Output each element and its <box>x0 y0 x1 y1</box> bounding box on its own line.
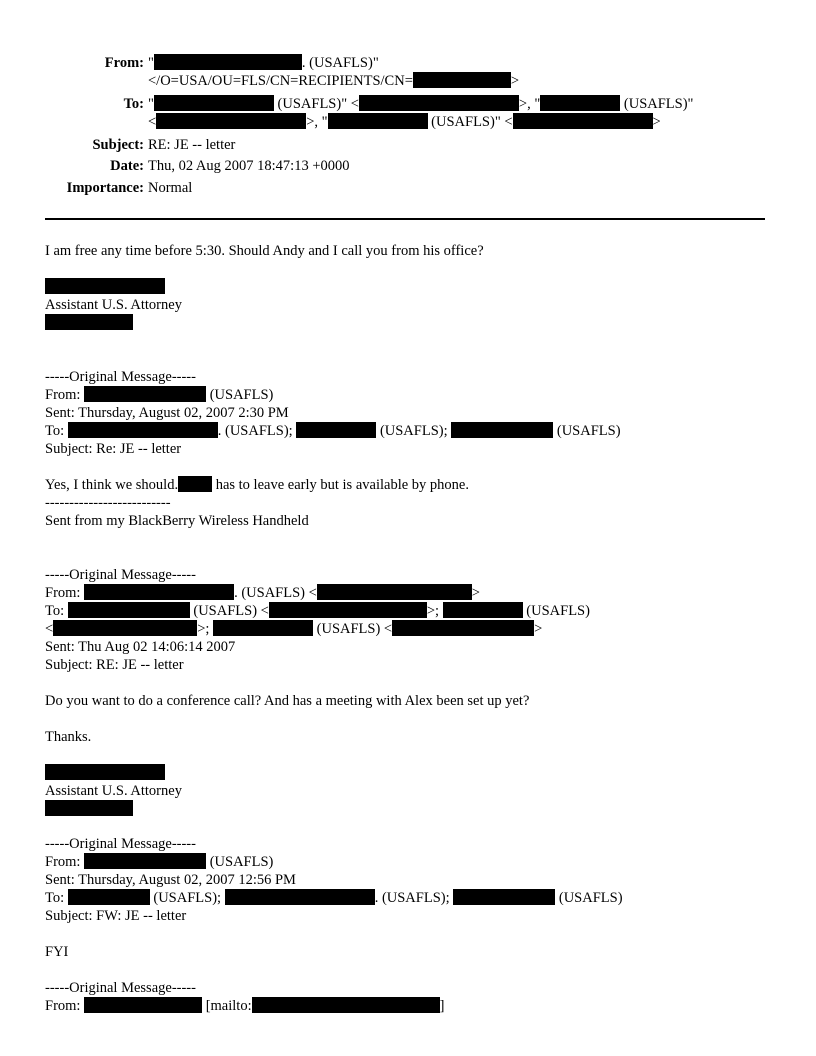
redaction-bar <box>392 620 534 636</box>
to-prefix: To: <box>45 603 68 619</box>
to-org-3: (USAFLS)" < <box>427 114 513 130</box>
redaction-bar <box>68 422 218 438</box>
importance-value: Normal <box>148 180 193 196</box>
redaction-bar <box>84 853 206 869</box>
from-prefix: From: <box>45 387 85 403</box>
to-open: < <box>45 621 54 637</box>
to-org-1: (USAFLS) < <box>189 603 269 619</box>
orig3-sent: Sent: Thursday, August 02, 2007 12:56 PM <box>45 872 296 888</box>
from-dn-close: > <box>510 73 520 89</box>
signature-title: Assistant U.S. Attorney <box>45 297 182 313</box>
orig3-subject: Subject: FW: JE -- letter <box>45 908 187 924</box>
to-org-2: (USAFLS) <box>522 603 590 619</box>
to-open: < <box>148 114 157 130</box>
redaction-bar <box>359 95 519 111</box>
to-close: > <box>652 114 661 130</box>
orig1-sent: Sent: Thursday, August 02, 2007 2:30 PM <box>45 405 289 421</box>
to-line-2 <box>148 113 661 131</box>
redaction-bar <box>45 278 165 294</box>
redaction-bar <box>213 620 313 636</box>
orig1-to <box>45 422 621 440</box>
redaction-bar <box>53 620 197 636</box>
to-close: > <box>534 621 543 637</box>
orig1-sent-from: Sent from my BlackBerry Wireless Handheld <box>45 513 309 529</box>
to-org-2: (USAFLS); <box>376 423 452 439</box>
orig2-subject: Subject: RE: JE -- letter <box>45 657 184 673</box>
orig4-from <box>45 997 444 1015</box>
orig1-body <box>45 476 469 494</box>
redaction-bar <box>269 602 427 618</box>
to-label: To: <box>123 96 144 112</box>
from-quote: " <box>148 55 154 71</box>
orig2-from <box>45 584 480 602</box>
mailto-prefix: [mailto: <box>202 998 252 1014</box>
from-close: > <box>471 585 480 601</box>
from-prefix: From: <box>45 854 85 870</box>
redaction-bar <box>84 386 206 402</box>
signature-title: Assistant U.S. Attorney <box>45 783 182 799</box>
body-text: Yes, I think we should. <box>45 477 179 493</box>
to-org-2: . (USAFLS); <box>374 890 454 906</box>
orig2-thanks: Thanks. <box>45 729 92 745</box>
from-org: (USAFLS) <box>206 387 274 403</box>
to-sep: >; <box>426 603 443 619</box>
from-dn: </O=USA/OU=FLS/CN=RECIPIENTS/CN= <box>148 73 413 89</box>
date-value: Thu, 02 Aug 2007 18:47:13 +0000 <box>148 158 350 174</box>
redaction-bar <box>296 422 376 438</box>
from-prefix: From: <box>45 998 85 1014</box>
redaction-bar <box>156 113 306 129</box>
orig1-from <box>45 386 273 404</box>
to-line-1 <box>148 95 693 113</box>
to-org-3: (USAFLS) <box>555 890 623 906</box>
orig2-to <box>45 602 590 620</box>
to-quote: " <box>148 96 154 112</box>
redaction-bar <box>328 113 428 129</box>
from-line-2 <box>148 72 519 90</box>
redaction-bar <box>84 997 202 1013</box>
redaction-bar <box>453 889 555 905</box>
subject-label: Subject: <box>92 137 144 153</box>
redaction-bar <box>451 422 553 438</box>
to-org-2: (USAFLS)" <box>620 96 694 112</box>
orig3-body: FYI <box>45 944 69 960</box>
reply-text: I am free any time before 5:30. Should Andy and I call you from his office? <box>45 243 484 259</box>
date-label: Date: <box>110 158 144 174</box>
redaction-bar <box>443 602 523 618</box>
orig3-from <box>45 853 273 871</box>
to-org-3: (USAFLS) < <box>313 621 393 637</box>
redaction-bar <box>513 113 653 129</box>
orig2-sent: Sent: Thu Aug 02 14:06:14 2007 <box>45 639 236 655</box>
from-org: . (USAFLS) < <box>234 585 317 601</box>
to-sep: >; <box>197 621 214 637</box>
subject-value: RE: JE -- letter <box>148 137 236 153</box>
body-text: has to leave early but is available by phone. <box>212 477 469 493</box>
redaction-bar <box>178 476 212 492</box>
to-org-1: . (USAFLS); <box>217 423 297 439</box>
from-prefix: From: <box>45 585 85 601</box>
redaction-bar <box>317 584 472 600</box>
redaction-bar <box>45 314 133 330</box>
to-sep-2: >, " <box>306 114 328 130</box>
header-divider <box>45 218 765 220</box>
original-message-divider: -----Original Message----- <box>45 369 196 385</box>
orig3-to <box>45 889 623 907</box>
to-org-3: (USAFLS) <box>553 423 621 439</box>
to-org-1: (USAFLS)" < <box>273 96 359 112</box>
to-org-1: (USAFLS); <box>149 890 225 906</box>
original-message-divider: -----Original Message----- <box>45 567 196 583</box>
redaction-bar <box>225 889 375 905</box>
to-prefix: To: <box>45 423 68 439</box>
to-prefix: To: <box>45 890 68 906</box>
to-sep-1: >, " <box>518 96 541 112</box>
redaction-bar <box>413 72 511 88</box>
from-label: From: <box>104 55 144 71</box>
redaction-bar <box>154 95 274 111</box>
redaction-bar <box>45 764 165 780</box>
from-org: . (USAFLS)" <box>301 55 379 71</box>
redaction-bar <box>252 997 440 1013</box>
redaction-bar <box>84 584 234 600</box>
redaction-bar <box>540 95 620 111</box>
redaction-bar <box>68 602 190 618</box>
from-line-1 <box>148 54 379 72</box>
from-org: (USAFLS) <box>206 854 274 870</box>
importance-label: Importance: <box>66 180 144 196</box>
redaction-bar <box>154 54 302 70</box>
original-message-divider: -----Original Message----- <box>45 836 196 852</box>
original-message-divider: -----Original Message----- <box>45 980 196 996</box>
orig1-subject: Subject: Re: JE -- letter <box>45 441 182 457</box>
redaction-bar <box>45 800 133 816</box>
mailto-close: ] <box>439 998 445 1014</box>
orig2-to-cont <box>45 620 542 638</box>
orig2-body: Do you want to do a conference call? And has a meeting with Alex been set up yet? <box>45 693 530 709</box>
orig1-dashes: -------------------------- <box>45 495 171 511</box>
redaction-bar <box>68 889 150 905</box>
